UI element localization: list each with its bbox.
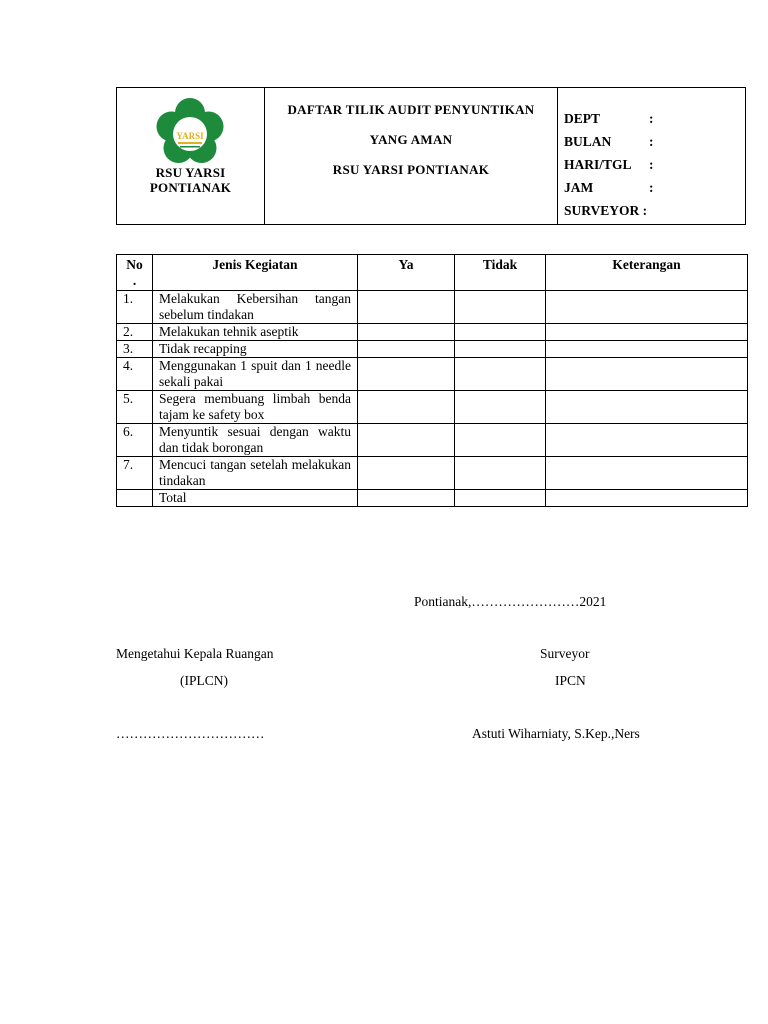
info-field-surveyor [564,199,744,222]
row-number: 1. [117,291,153,324]
info-label: SURVEYOR : [564,203,648,218]
column-header-ya: Ya [358,255,455,291]
cell-keterangan[interactable] [546,358,748,391]
header-divider [557,88,558,224]
cell-keterangan[interactable] [546,291,748,324]
table-row [117,424,748,457]
cell-ya[interactable] [358,341,455,358]
organization-name-line2: PONTIANAK [149,180,232,195]
title-line3: RSU YARSI PONTIANAK [332,162,490,177]
info-label: BULAN [564,134,612,149]
cell-ya[interactable] [358,457,455,490]
logo-text: YARSI [176,131,204,141]
row-number: 3. [117,341,153,358]
row-activity: Menyuntik sesuai dengan waktu dan tidak borongan [153,424,358,457]
info-colon: : [649,157,654,172]
title-line2: YANG AMAN [369,132,453,147]
cell-tidak[interactable] [455,358,546,391]
cell-keterangan[interactable] [546,391,748,424]
row-activity: Melakukan Kebersihan tangan sebelum tindakan [153,291,358,324]
cell-ya[interactable] [358,424,455,457]
cell-ya[interactable] [358,391,455,424]
row-activity-total: Total [153,490,358,507]
column-header-keterangan: Keterangan [546,255,748,291]
column-header-no: No . [117,255,153,291]
cell-tidak[interactable] [455,490,546,507]
cell-ya[interactable] [358,358,455,391]
column-header-tidak: Tidak [455,255,546,291]
row-number: 2. [117,324,153,341]
table-header-row [117,255,748,291]
left-signer-name: …………………………… [116,726,265,741]
cell-ya[interactable] [358,490,455,507]
info-label: HARI/TGL [564,157,632,172]
organization-name-line1: RSU YARSI [155,165,226,180]
info-colon: : [649,180,654,195]
column-header-jenis-kegiatan: Jenis Kegiatan [153,255,358,291]
table-row [117,341,748,358]
cell-keterangan[interactable] [546,341,748,358]
right-signer-role: IPCN [555,673,586,688]
cell-keterangan[interactable] [546,490,748,507]
left-signer-title: Mengetahui Kepala Ruangan [116,646,274,661]
cell-tidak[interactable] [455,324,546,341]
info-fields [564,107,744,222]
table-row [117,457,748,490]
place-date: Pontianak,……………………2021 [414,594,607,609]
cell-tidak[interactable] [455,291,546,324]
table-row-total [117,490,748,507]
hospital-logo [153,96,227,170]
info-field-dept [564,107,744,130]
cell-ya[interactable] [358,324,455,341]
info-field-jam [564,176,744,199]
info-field-bulan [564,130,744,153]
cell-ya[interactable] [358,291,455,324]
cell-keterangan[interactable] [546,324,748,341]
table-row [117,291,748,324]
title-line1: DAFTAR TILIK AUDIT PENYUNTIKAN [287,102,535,117]
right-signer-name: Astuti Wiharniaty, S.Kep.,Ners [472,726,640,741]
table-row [117,324,748,341]
row-activity: Mencuci tangan setelah melakukan tindakan [153,457,358,490]
cell-tidak[interactable] [455,424,546,457]
row-activity: Segera membuang limbah benda tajam ke safety box [153,391,358,424]
row-number: 6. [117,424,153,457]
cell-keterangan[interactable] [546,457,748,490]
row-activity: Melakukan tehnik aseptik [153,324,358,341]
checklist-table [116,254,748,507]
row-number [117,490,153,507]
info-colon: : [649,111,654,126]
table-row [117,358,748,391]
row-activity: Tidak recapping [153,341,358,358]
cell-tidak[interactable] [455,391,546,424]
document-title [265,100,557,190]
row-number: 4. [117,358,153,391]
cell-tidak[interactable] [455,341,546,358]
table-row [117,391,748,424]
info-label: JAM [564,180,594,195]
info-field-hari-tgl [564,153,744,176]
info-colon: : [649,134,654,149]
left-signer-role: (IPLCN) [180,673,228,688]
cell-tidak[interactable] [455,457,546,490]
header-box [116,87,746,225]
info-label: DEPT [564,111,601,126]
organization-name [117,165,264,195]
row-activity: Menggunakan 1 spuit dan 1 needle sekali pakai [153,358,358,391]
row-number: 7. [117,457,153,490]
right-signer-title: Surveyor [540,646,590,661]
row-number: 5. [117,391,153,424]
cell-keterangan[interactable] [546,424,748,457]
